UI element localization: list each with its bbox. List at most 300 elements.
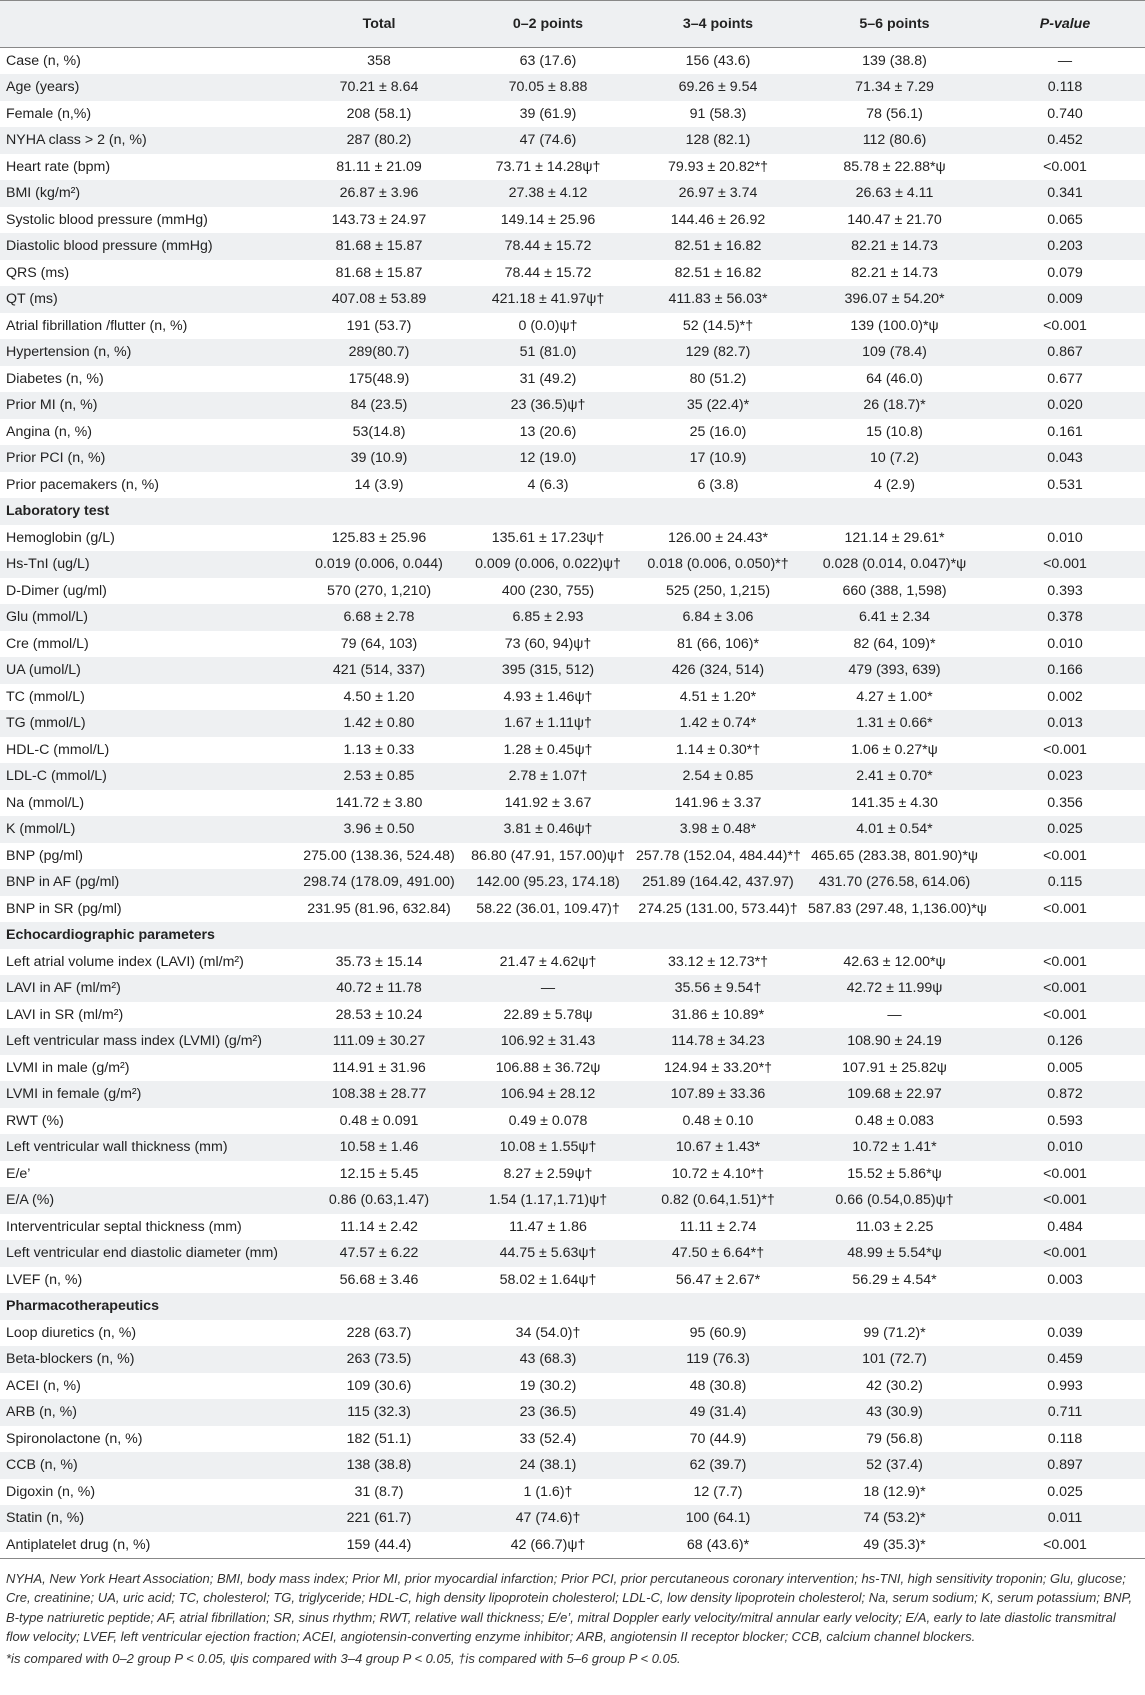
group-5-6-cell: 141.35 ± 4.30 xyxy=(851,794,938,811)
table-row xyxy=(0,1161,1145,1188)
table-row xyxy=(0,1267,1145,1294)
group-5-6-cell: 52 (37.4) xyxy=(866,1457,923,1474)
variable-cell: Systolic blood pressure (mmHg) xyxy=(6,211,208,228)
variable-cell: LVMI in female (g/m²) xyxy=(6,1086,142,1103)
variable-cell: LAVI in SR (ml/m²) xyxy=(6,1006,124,1023)
group-3-4-cell: 6 (3.8) xyxy=(697,476,739,493)
variable-cell: Angina (n, %) xyxy=(6,423,92,440)
group-3-4-cell: 119 (76.3) xyxy=(686,1351,750,1368)
variable-cell: Statin (n, %) xyxy=(6,1510,85,1527)
group-0-2-cell: 141.92 ± 3.67 xyxy=(504,794,592,811)
total-cell: 298.74 (178.09, 491.00) xyxy=(303,874,455,891)
group-5-6-cell: 101 (72.7) xyxy=(862,1351,927,1368)
table-row xyxy=(0,1373,1145,1400)
group-0-2-cell: 12 (19.0) xyxy=(519,450,577,467)
total-cell: 114.91 ± 31.96 xyxy=(332,1059,426,1076)
variable-cell: BNP in SR (pg/ml) xyxy=(6,900,122,917)
group-3-4-cell: 6.84 ± 3.06 xyxy=(682,609,754,626)
total-cell: 56.68 ± 3.46 xyxy=(339,1271,419,1288)
table-row xyxy=(0,1055,1145,1082)
group-3-4-cell: 251.89 (164.42, 437.97) xyxy=(642,874,794,891)
group-3-4-cell: 10.72 ± 4.10*† xyxy=(671,1165,765,1182)
table-row xyxy=(0,472,1145,499)
group-3-4-cell: 68 (43.6)* xyxy=(632,1532,804,1559)
group-3-4-cell: 525 (250, 1,215) xyxy=(665,582,771,599)
table-row xyxy=(0,233,1145,260)
group-5-6-cell: 431.70 (276.58, 614.06) xyxy=(818,874,971,891)
group-5-6-cell: 99 (71.2)* xyxy=(863,1324,926,1341)
p-value-cell: 0.020 xyxy=(1047,397,1083,414)
group-3-4-cell: 107.89 ± 33.36 xyxy=(670,1086,766,1103)
group-0-2-cell: 2.78 ± 1.07† xyxy=(508,768,588,785)
total-cell: 0.86 (0.63,1.47) xyxy=(328,1192,430,1209)
total-cell: 79 (64, 103) xyxy=(340,635,418,652)
table-row xyxy=(0,127,1145,154)
group-5-6-cell: 10 (7.2) xyxy=(870,450,919,467)
table-row xyxy=(0,975,1145,1002)
variable-cell: LAVI in AF (ml/m²) xyxy=(6,980,121,997)
group-5-6-cell: 82.21 ± 14.73 xyxy=(851,264,938,281)
table-row xyxy=(0,631,1145,658)
group-3-4-cell: 3.98 ± 0.48* xyxy=(679,821,757,838)
group-5-6-cell: — xyxy=(887,1006,902,1023)
group-5-6-cell: 107.91 ± 25.82ψ xyxy=(842,1059,947,1076)
group-5-6-cell: 15 (10.8) xyxy=(866,423,923,440)
total-cell: 2.53 ± 0.85 xyxy=(343,768,415,785)
table-row xyxy=(0,207,1145,234)
p-value-cell: 0.039 xyxy=(1047,1324,1083,1341)
table-row xyxy=(0,657,1145,684)
group-5-6-cell: 4 (2.9) xyxy=(873,476,915,493)
group-5-6-cell: 109.68 ± 22.97 xyxy=(847,1086,942,1103)
total-cell: 81.68 ± 15.87 xyxy=(335,238,423,255)
variable-cell: K (mmol/L) xyxy=(6,821,76,838)
group-5-6-cell: 0.66 (0.54,0.85)ψ† xyxy=(835,1192,954,1209)
p-value-cell: 0.531 xyxy=(1047,476,1083,493)
variable-cell: Loop diuretics (n, %) xyxy=(6,1324,137,1341)
group-0-2-cell: 27.38 ± 4.12 xyxy=(508,185,588,202)
group-3-4-cell: 128 (82.1) xyxy=(685,132,751,149)
table-row xyxy=(0,737,1145,764)
p-value-cell: 0.872 xyxy=(1047,1086,1083,1103)
variable-cell: Prior pacemakers (n, %) xyxy=(6,476,159,493)
group-5-6-cell: 139 (38.8) xyxy=(862,53,927,69)
p-value-cell: — xyxy=(1057,53,1073,69)
p-value-cell: 0.993 xyxy=(1047,1377,1083,1394)
group-5-6-cell: 0.028 (0.014, 0.047)*ψ xyxy=(822,556,967,573)
total-cell: 81.11 ± 21.09 xyxy=(336,158,422,175)
total-cell: 275.00 (138.36, 524.48) xyxy=(303,847,455,864)
group-3-4-cell: 81 (66, 106)* xyxy=(676,635,760,652)
table-row xyxy=(0,339,1145,366)
variable-cell: Left atrial volume index (LAVI) (ml/m²) xyxy=(6,953,244,970)
total-cell: 6.68 ± 2.78 xyxy=(343,609,415,626)
variable-cell: RWT (%) xyxy=(6,1112,64,1129)
group-5-6-cell: 587.83 (297.48, 1,136.00)*ψ xyxy=(808,900,987,917)
p-value-cell: 0.459 xyxy=(1047,1351,1083,1368)
p-value-cell: <0.001 xyxy=(1043,953,1087,970)
variable-cell: Case (n, %) xyxy=(6,53,81,69)
p-value-cell: <0.001 xyxy=(1043,556,1087,573)
group-0-2-cell: 400 (230, 755) xyxy=(501,582,595,599)
group-0-2-cell: 10.08 ± 1.55ψ† xyxy=(499,1139,597,1156)
table-footnotes xyxy=(0,1559,1145,1669)
variable-cell: Hypertension (n, %) xyxy=(6,344,132,361)
section-header-row xyxy=(0,1293,1145,1320)
total-cell: 191 (53.7) xyxy=(346,317,412,334)
group-0-2-cell: 21.47 ± 4.62ψ† xyxy=(499,953,597,970)
p-value-cell: <0.001 xyxy=(1043,847,1087,864)
group-3-4-cell: 35 (22.4)* xyxy=(686,397,750,414)
p-value-cell: <0.001 xyxy=(1043,1165,1087,1182)
p-value-cell: 0.166 xyxy=(1047,662,1083,679)
group-0-2-cell: 106.88 ± 36.72ψ xyxy=(495,1059,601,1076)
total-cell: 47.57 ± 6.22 xyxy=(339,1245,419,1262)
group-3-4-cell: 129 (82.7) xyxy=(685,344,751,361)
p-value-cell: <0.001 xyxy=(1043,980,1087,997)
p-value-cell: <0.001 xyxy=(985,1532,1145,1559)
table-row xyxy=(0,48,1145,75)
group-3-4-cell: 124.94 ± 33.20*† xyxy=(664,1059,772,1076)
group-0-2-cell: 47 (74.6)† xyxy=(515,1510,581,1527)
group-3-4-cell: 426 (324, 514) xyxy=(671,662,765,679)
group-0-2-cell: 8.27 ± 2.59ψ† xyxy=(503,1165,593,1182)
variable-cell: Female (n,%) xyxy=(6,105,92,122)
total-cell: 1.13 ± 0.33 xyxy=(343,741,415,758)
section-header: Pharmacotherapeutics xyxy=(6,1298,159,1315)
table-row xyxy=(0,816,1145,843)
header-0-2-points: 0–2 points xyxy=(464,1,632,48)
group-3-4-cell: 12 (7.7) xyxy=(693,1483,743,1500)
p-value-cell: 0.013 xyxy=(1047,715,1083,732)
p-value-cell: <0.001 xyxy=(1043,741,1087,758)
variable-cell: LVEF (n, %) xyxy=(6,1271,83,1288)
group-3-4-cell: 411.83 ± 56.03* xyxy=(668,291,768,308)
group-0-2-cell: 1 (1.6)† xyxy=(523,1483,573,1500)
p-value-cell: 0.711 xyxy=(1047,1404,1083,1421)
variable-cell: NYHA class > 2 (n, %) xyxy=(6,132,147,149)
group-3-4-cell: 274.25 (131.00, 573.44)† xyxy=(638,900,798,917)
group-3-4-cell: 82.51 ± 16.82 xyxy=(674,238,762,255)
group-0-2-cell: 4.93 ± 1.46ψ† xyxy=(503,688,593,705)
group-5-6-cell: 79 (56.8) xyxy=(866,1430,923,1447)
p-value-cell: 0.341 xyxy=(1047,185,1083,202)
group-0-2-cell: 47 (74.6) xyxy=(519,132,577,149)
variable-cell: E/e’ xyxy=(6,1165,31,1182)
group-3-4-cell: 141.96 ± 3.37 xyxy=(674,794,762,811)
group-5-6-cell: 396.07 ± 54.20* xyxy=(844,291,945,308)
total-cell: 35.73 ± 15.14 xyxy=(335,953,423,970)
variable-cell: TC (mmol/L) xyxy=(6,688,85,705)
p-value-cell: 0.118 xyxy=(1047,1430,1083,1447)
group-5-6-cell: 140.47 ± 21.70 xyxy=(847,211,942,228)
total-cell: 3.96 ± 0.50 xyxy=(343,821,415,838)
group-3-4-cell: 62 (39.7) xyxy=(689,1457,747,1474)
section-header-row xyxy=(0,922,1145,949)
p-value-cell: 0.023 xyxy=(1047,768,1083,785)
variable-cell: LDL-C (mmol/L) xyxy=(6,768,107,785)
table-row xyxy=(0,1108,1145,1135)
p-value-cell: 0.677 xyxy=(1047,370,1083,387)
variable-cell: Na (mmol/L) xyxy=(6,794,85,811)
group-5-6-cell: 121.14 ± 29.61* xyxy=(844,529,945,546)
table-row xyxy=(0,260,1145,287)
variable-cell: BMI (kg/m²) xyxy=(6,185,81,202)
total-cell: 289(80.7) xyxy=(348,344,410,361)
total-cell: 4.50 ± 1.20 xyxy=(343,688,415,705)
group-5-6-cell: 26 (18.7)* xyxy=(863,397,926,414)
total-cell: 0.019 (0.006, 0.044) xyxy=(315,556,443,573)
group-3-4-cell: 26.97 ± 3.74 xyxy=(678,185,758,202)
group-0-2-cell: — xyxy=(540,980,556,997)
table-row xyxy=(0,1002,1145,1029)
table-row xyxy=(0,180,1145,207)
group-0-2-cell: 395 (315, 512) xyxy=(501,662,595,679)
group-3-4-cell: 91 (58.3) xyxy=(689,105,747,122)
group-3-4-cell: 79.93 ± 20.82*† xyxy=(667,158,769,175)
table-row xyxy=(0,843,1145,870)
group-0-2-cell: 0.49 ± 0.078 xyxy=(508,1112,588,1129)
table-row xyxy=(0,1505,1145,1532)
p-value-cell: 0.126 xyxy=(1047,1033,1083,1050)
group-0-2-cell: 39 (61.9) xyxy=(519,105,577,122)
table-row xyxy=(0,1346,1145,1373)
group-3-4-cell: 0.018 (0.006, 0.050)*† xyxy=(647,556,789,573)
variable-cell: Left ventricular end diastolic diameter (mm) xyxy=(6,1245,279,1262)
p-value-cell: <0.001 xyxy=(1043,1006,1087,1023)
header-variable xyxy=(0,1,294,48)
variable-cell: Atrial fibrillation /flutter (n, %) xyxy=(6,317,188,334)
group-0-2-cell: 11.47 ± 1.86 xyxy=(509,1218,587,1235)
total-cell: 10.58 ± 1.46 xyxy=(339,1139,419,1156)
table-row xyxy=(0,1426,1145,1453)
group-3-4-cell: 2.54 ± 0.85 xyxy=(682,768,754,785)
group-5-6-cell: 82.21 ± 14.73 xyxy=(851,238,938,255)
table-row xyxy=(0,1452,1145,1479)
group-5-6-cell: 112 (80.6) xyxy=(862,132,927,149)
table-row xyxy=(0,763,1145,790)
group-5-6-cell: 82 (64, 109)* xyxy=(853,635,936,652)
group-0-2-cell: 44.75 ± 5.63ψ† xyxy=(499,1245,597,1262)
p-value-cell: 0.002 xyxy=(1047,688,1083,705)
table-row xyxy=(0,578,1145,605)
total-cell: 221 (61.7) xyxy=(346,1510,412,1527)
variable-cell: ARB (n, %) xyxy=(6,1404,77,1421)
table-row xyxy=(0,1479,1145,1506)
p-value-cell: 0.065 xyxy=(1047,211,1083,228)
group-0-2-cell: 58.22 (36.01, 109.47)† xyxy=(476,900,620,917)
group-3-4-cell: 70 (44.9) xyxy=(689,1430,747,1447)
group-0-2-cell: 106.92 ± 31.43 xyxy=(500,1033,596,1050)
group-3-4-cell: 144.46 ± 26.92 xyxy=(670,211,766,228)
table-row xyxy=(0,710,1145,737)
group-3-4-cell: 11.11 ± 2.74 xyxy=(679,1218,757,1235)
group-3-4-cell: 25 (16.0) xyxy=(689,423,747,440)
p-value-cell: <0.001 xyxy=(1043,1245,1087,1262)
group-5-6-cell: 42 (30.2) xyxy=(866,1377,923,1394)
group-5-6-cell: 4.01 ± 0.54* xyxy=(856,821,933,838)
total-cell: 26.87 ± 3.96 xyxy=(339,185,419,202)
p-value-cell: 0.378 xyxy=(1047,609,1083,626)
table-row xyxy=(0,604,1145,631)
p-value-cell: <0.001 xyxy=(1043,317,1087,334)
p-value-cell: 0.079 xyxy=(1047,264,1083,281)
table-row xyxy=(0,551,1145,578)
variable-cell: Age (years) xyxy=(6,79,80,96)
total-cell: 358 xyxy=(367,53,391,69)
p-value-cell: 0.009 xyxy=(1047,291,1083,308)
variable-cell: QRS (ms) xyxy=(6,264,70,281)
total-cell: 407.08 ± 53.89 xyxy=(331,291,427,308)
group-3-4-cell: 1.42 ± 0.74* xyxy=(679,715,757,732)
group-0-2-cell: 51 (81.0) xyxy=(519,344,577,361)
table-row xyxy=(0,1214,1145,1241)
variable-cell: TG (mmol/L) xyxy=(6,715,86,732)
group-5-6-cell: 2.41 ± 0.70* xyxy=(856,768,933,785)
group-0-2-cell: 73 (60, 94)ψ† xyxy=(504,635,592,652)
total-cell: 175(48.9) xyxy=(348,370,410,387)
total-cell: 287 (80.2) xyxy=(346,132,412,149)
total-cell: 208 (58.1) xyxy=(346,105,412,122)
group-0-2-cell: 6.85 ± 2.93 xyxy=(512,609,584,626)
group-0-2-cell: 22.89 ± 5.78ψ xyxy=(503,1006,593,1023)
header-p-value xyxy=(985,1,1145,48)
abbreviations-footnote: NYHA, New York Heart Association; BMI, body mass index; Prior MI, prior myocardial infarction; Prior PCI, prior percutaneous coronary intervention; hs-TNI, high sensitivity troponin; Glu, glucose; Cre, creatinine; UA, uric acid; TC, cholesterol; TG, triglyceride; HDL-C, high density lipoprotein cholesterol; LDL-C, low density lipoprotein cholesterol; Na, serum sodium; K, serum potassium; BNP, B-type natriuretic peptide; AF, atrial fibrillation; SR, sinus rhythm; RWT, relative wall thickness; E/e’, mitral Doppler early velocity/mitral annular early velocity; E/A, early to late diastolic transmitral flow velocity; LVEF, left ventricular ejection fraction; ACEI, angiotensin-converting enzyme inhibitor; ARB, angiotensin II receptor blocker; CCB, calcium channel blockers. xyxy=(6,1570,1133,1644)
table-body xyxy=(0,48,1145,1559)
variable-cell: Digoxin (n, %) xyxy=(6,1483,96,1500)
variable-cell: QT (ms) xyxy=(6,291,58,308)
total-cell: 143.73 ± 24.97 xyxy=(331,211,427,228)
group-3-4-cell: 56.47 ± 2.67* xyxy=(675,1271,761,1288)
total-cell: 263 (73.5) xyxy=(346,1351,412,1368)
table-row xyxy=(0,74,1145,101)
variable-cell: LVMI in male (g/m²) xyxy=(6,1059,130,1076)
table-row xyxy=(0,419,1145,446)
table-row xyxy=(0,392,1145,419)
group-0-2-cell: 1.28 ± 0.45ψ† xyxy=(503,741,593,758)
group-5-6-cell: 56.29 ± 4.54* xyxy=(852,1271,937,1288)
group-5-6-cell: 11.03 ± 2.25 xyxy=(855,1218,934,1235)
group-0-2-cell: 31 (49.2) xyxy=(519,370,577,387)
variable-cell: ACEI (n, %) xyxy=(6,1377,81,1394)
table-row xyxy=(0,896,1145,923)
p-value-cell: 0.867 xyxy=(1047,344,1083,361)
group-3-4-cell: 257.78 (152.04, 484.44)*† xyxy=(636,847,801,864)
total-cell: 109 (30.6) xyxy=(346,1377,412,1394)
group-0-2-cell: 43 (68.3) xyxy=(519,1351,577,1368)
total-cell: 108.38 ± 28.77 xyxy=(331,1086,427,1103)
group-0-2-cell: 78.44 ± 15.72 xyxy=(504,264,592,281)
variable-cell: E/A (%) xyxy=(6,1192,55,1209)
table-row xyxy=(0,949,1145,976)
group-5-6-cell: 42.72 ± 11.99ψ xyxy=(846,980,943,997)
table-row xyxy=(0,1399,1145,1426)
p-value-cell: 0.740 xyxy=(1047,105,1083,122)
group-0-2-cell: 106.94 ± 28.12 xyxy=(500,1086,596,1103)
total-cell: 138 (38.8) xyxy=(346,1457,412,1474)
header-p-value-text: P-value xyxy=(1039,16,1091,32)
variable-cell: Prior PCI (n, %) xyxy=(6,450,106,467)
group-5-6-cell: 0.48 ± 0.083 xyxy=(855,1112,934,1129)
group-0-2-cell: 13 (20.6) xyxy=(519,423,577,440)
group-3-4-cell: 47.50 ± 6.64*† xyxy=(671,1245,765,1262)
group-3-4-cell: 10.67 ± 1.43* xyxy=(675,1139,761,1156)
variable-cell: Hs-TnI (ug/L) xyxy=(6,556,90,573)
variable-cell: BNP (pg/ml) xyxy=(6,847,83,864)
group-3-4-cell: 0.48 ± 0.10 xyxy=(682,1112,754,1129)
group-0-2-cell: 58.02 ± 1.64ψ† xyxy=(499,1271,597,1288)
p-value-cell: 0.115 xyxy=(1047,874,1083,891)
group-5-6-cell: 139 (100.0)*ψ xyxy=(850,317,939,334)
group-5-6-cell: 74 (53.2)* xyxy=(863,1510,926,1527)
group-5-6-cell: 479 (393, 639) xyxy=(848,662,941,679)
significance-footnote: *is compared with 0–2 group P < 0.05, ψis compared with 3–4 group P < 0.05, †is compared with 5–6 group P < 0.05. xyxy=(6,1650,681,1666)
group-0-2-cell: 1.54 (1.17,1.71)ψ† xyxy=(488,1192,608,1209)
section-header-row xyxy=(0,498,1145,525)
group-3-4-cell: 52 (14.5)*† xyxy=(682,317,754,334)
total-cell: 14 (3.9) xyxy=(354,476,404,493)
group-3-4-cell: 82.51 ± 16.82 xyxy=(674,264,762,281)
section-header: Laboratory test xyxy=(6,503,110,520)
p-value-cell: <0.001 xyxy=(1043,1192,1087,1209)
total-cell: 111.09 ± 30.27 xyxy=(332,1033,426,1050)
total-cell: 141.72 ± 3.80 xyxy=(335,794,423,811)
group-0-2-cell: 23 (36.5)ψ† xyxy=(510,397,586,414)
table-row xyxy=(0,684,1145,711)
total-cell: 0.48 ± 0.091 xyxy=(339,1112,419,1129)
group-5-6-cell: 18 (12.9)* xyxy=(863,1483,926,1500)
p-value-cell: 0.025 xyxy=(1047,821,1083,838)
header-5-6-points: 5–6 points xyxy=(804,1,985,48)
group-0-2-cell: 142.00 (95.23, 174.18) xyxy=(476,874,620,891)
table-row xyxy=(0,445,1145,472)
table-row xyxy=(0,101,1145,128)
variable-cell: Left ventricular mass index (LVMI) (g/m²) xyxy=(6,1033,262,1050)
group-0-2-cell: 23 (36.5) xyxy=(519,1404,577,1421)
group-5-6-cell: 48.99 ± 5.54*ψ xyxy=(847,1245,942,1262)
group-3-4-cell: 4.51 ± 1.20* xyxy=(679,688,757,705)
total-cell: 125.83 ± 25.96 xyxy=(331,529,427,546)
table-row xyxy=(0,366,1145,393)
p-value-cell: <0.001 xyxy=(1043,158,1087,175)
total-cell: 81.68 ± 15.87 xyxy=(335,264,423,281)
group-0-2-cell: 70.05 ± 8.88 xyxy=(508,79,588,96)
p-value-cell: 0.010 xyxy=(1047,1139,1083,1156)
table-row xyxy=(0,286,1145,313)
table-row xyxy=(0,1532,1145,1559)
total-cell: 70.21 ± 8.64 xyxy=(339,79,419,96)
group-3-4-cell: 95 (60.9) xyxy=(689,1324,747,1341)
group-0-2-cell: 42 (66.7)ψ† xyxy=(464,1532,632,1559)
table-row xyxy=(0,1187,1145,1214)
p-value-cell: 0.010 xyxy=(1047,635,1083,652)
p-value-cell: 0.003 xyxy=(1047,1271,1083,1288)
p-value-cell: 0.005 xyxy=(1047,1059,1083,1076)
group-3-4-cell: 48 (30.8) xyxy=(689,1377,747,1394)
variable-cell: Spironolactone (n, %) xyxy=(6,1430,143,1447)
group-0-2-cell: 135.61 ± 17.23ψ† xyxy=(491,529,605,546)
p-value-cell: <0.001 xyxy=(1043,900,1087,917)
group-5-6-cell: 43 (30.9) xyxy=(866,1404,923,1421)
variable-cell: Antiplatelet drug (n, %) xyxy=(0,1532,294,1559)
total-cell: 12.15 ± 5.45 xyxy=(339,1165,419,1182)
variable-cell: Glu (mmol/L) xyxy=(6,609,88,626)
p-value-cell: 0.025 xyxy=(1047,1483,1083,1500)
p-value-cell: 0.897 xyxy=(1047,1457,1083,1474)
variable-cell: Hemoglobin (g/L) xyxy=(6,529,115,546)
group-5-6-cell: 42.63 ± 12.00*ψ xyxy=(843,953,946,970)
group-0-2-cell: 0 (0.0)ψ† xyxy=(518,317,578,334)
